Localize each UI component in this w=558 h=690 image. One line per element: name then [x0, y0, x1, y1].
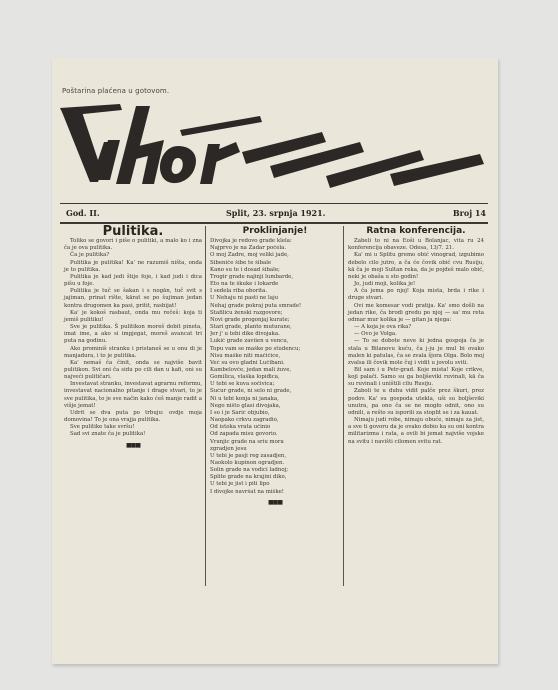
paragraph: Pulitika je tuč se šakan i s nogān, tuč svit s jajiman, prinat rište, kārat se po šujiman jedan kontra drugomen ka pasi, pritit, rasbijat!: [64, 288, 202, 309]
paragraph: — Ovo je Volga.: [354, 331, 397, 338]
poem-line: Vranjic grade na sriu mora: [210, 438, 284, 445]
article-pulitika: [64, 224, 202, 449]
poem-proklinjanje: [210, 228, 340, 506]
paragraph: Zaboli te u duhu vidit palče prez škuri, prez podov. Ka' su gospoda utekla, uši su boljševiki unutra, pa ono ča se ne mogło odnit, ono su odnili, a rešto su isporili za stoplit se i za kauat.: [348, 388, 484, 416]
poem-line: I so i je Sarić objubio,: [210, 409, 270, 416]
poem-line: Od istoka vrata učinio: [210, 424, 271, 431]
article-title: Pulitika.: [102, 224, 164, 239]
poem-line: Splite grade na krajini diko,: [210, 474, 287, 481]
postage-notice: Poštarina plaćena u gotovom.: [62, 87, 170, 95]
paragraph: A ča jema po njoj! Koja mista, brda i rike i druge stvari.: [348, 288, 484, 302]
issue-number: Broj 14: [452, 208, 486, 218]
paragraph: — A koja je ova rika?: [354, 324, 412, 331]
issue-info-row: [66, 208, 486, 222]
poem-line: Trogir grade najinji lumbarde,: [210, 273, 294, 280]
poem-line: Jer j' u tebi dike divojaka.: [210, 331, 280, 338]
poem-line: zgradjen jesu: [210, 445, 247, 452]
poem-line: Nehaj grade pokraj puta smrade!: [210, 302, 302, 309]
poem-line: Novi grade progonjaj kurate;: [210, 316, 290, 323]
year-label: God. II.: [66, 208, 100, 218]
poem-line: Sućur grade, ni selo ni grade,: [210, 388, 292, 395]
paragraph: Ako prominiš stranku i pristaneš se u onu di je manjadura, i to je pulitika.: [64, 345, 202, 359]
poem-line: I divojke navršat na miške!: [210, 488, 284, 495]
poem-title: Proklinjanje!: [242, 226, 308, 236]
paragraph: Ka' mi u Splitu gremo obić vinograd, izgubimo debelo cilo jutro, a ča će čovik obić cvu Rusiju, kā ča je moji Sultan reka, da je pojdeš malo obić, neki je obaša u sto godin!: [348, 252, 484, 280]
paragraph: Ka' nemaš ča činit, onda se najviše bavit pulitikon. Svi oni ča sidu po cili dan u kafi, oni su najveći pulitičari.: [64, 359, 202, 381]
poem-line: Eto na te škuke i lokarde: [210, 281, 279, 288]
poem-line: Kambelovče, jedan mali žuve,: [210, 366, 292, 373]
poem-line: Nego ništo glasi divojaka,: [210, 402, 281, 409]
poem-line: Lukić grade zaviien u vencu,: [210, 338, 289, 345]
poem-line: U Nehaju ni pasti ne laju: [210, 295, 279, 302]
poem-line: Ni u tebi konja ni janaka,: [210, 395, 279, 402]
poem-line: O moj Zadre, moj veliki jade,: [210, 252, 289, 259]
poem-line: U tebi se kuva sočivica;: [210, 381, 275, 388]
column-divider: [205, 226, 206, 586]
article-ratna-konferencija: [348, 228, 484, 446]
paragraph: Sve pulitike take svršu!: [70, 424, 135, 431]
end-ornament: ■■■: [125, 441, 140, 449]
poem-line: Nisu maške niti mačičice,: [210, 352, 281, 359]
article-body: [64, 238, 202, 438]
paragraph: Sve je pulitika. Š pulitikon moreš dobit pineta, imat ime, a ako si impjegat, moreš avancat tri puta na godinu.: [64, 324, 202, 345]
paragraph: Bil sam i u Petr-grad. Koje mista! Koje crikve, koji palači. Samo su ga boljševiki ruvinali, kā ča su ruvinali i uništili cilu Rusiju.: [348, 366, 484, 388]
article-title: Ratna konferencija.: [366, 226, 466, 236]
paragraph: Sad svi znate ča je pulitika!: [70, 431, 146, 438]
poem-line: Najprvo je na Zadar počela.: [210, 245, 287, 252]
date-label: Split, 23. srpnja 1921.: [226, 208, 326, 218]
poem-line: Od zapada misu govorio.: [210, 431, 278, 438]
newspaper-page: [52, 58, 498, 664]
poem-body: [210, 238, 340, 496]
paragraph: Ka' je kokoš rasbaut, onda mu rečeš: koja ti jemiš pulitiku!: [64, 309, 202, 323]
poem-line: U tebi je pasji reg zasadjen,: [210, 452, 287, 459]
paragraph: — To se dobote neve ki jedna gospoja ča je stala u Bilanovu kuću, ča j-ju je mul bi ovako malen ki patulas, ča se zvala šjora Olga. Bolo moj zvalsa ili čovik mole čuj i vidit u jovolu sviti.: [348, 338, 484, 366]
poem-line: Divojka je redovo grade klela:: [210, 238, 292, 245]
poem-line: Već su ovo gladni Lučibani.: [210, 359, 285, 366]
poem-line: Stafiliću ženski razgovore;: [210, 309, 283, 316]
poem-line: Solin grade na vodici ladnoj;: [210, 467, 289, 474]
paragraph: Toliko se govori i piše o pulitiki, a malo ko i zna ča je ova pulitika.: [64, 238, 202, 252]
column-divider: [343, 226, 344, 586]
poem-line: Kano su te i dosad šibale;: [210, 266, 280, 273]
poem-line: Naopako crkvu zagradio,: [210, 417, 279, 424]
masthead-logo: [60, 102, 490, 202]
paragraph: Ovi me komesar vodi pratija. Ka' smo došli na jedan rike, ča brodi gredu po njoj — sa' mu reta odmar mur kolika je — gitan ja njega:: [348, 302, 484, 323]
header-rule-top: [60, 203, 488, 204]
paragraph: Zabeli to ni na Eoši u Bolanjac, vita ru 24 konferencija obaveze. Odesa, 13/7. 21.: [348, 238, 484, 252]
poem-line: Stari grade, planto muturane,: [210, 324, 292, 331]
paragraph: Ča je pulitika?: [70, 252, 110, 259]
poem-line: Gomilica, vlaška lopiđica,: [210, 374, 280, 381]
paragraph: Investavat stranku, investavat agrarnu reformu, investavat nacionalno pitanje i drage stvari, to je sve pulitika, to je sve način kako ćeš manje radit a višje jemat!: [64, 381, 202, 409]
paragraph: Udrit se dva puta po trbuju: ovdje moja domovina! To je ona vrajja pulitika.: [64, 409, 202, 424]
poem-line: U tebi je jist i piti lipo: [210, 481, 270, 488]
end-ornament: ■■■: [267, 498, 282, 506]
paragraph: Nimaju judi robe, nimaju obuće, nimaju za jist, a sve ti govoru da je ovako dobio ka su oni kontra militarizma i rata, a ovili bi jemat najviše vojske na svitu i navišti cilomen svitu rat.: [348, 417, 484, 445]
paragraph: Jo, judi moji, kolika je!: [354, 281, 416, 288]
poem-line: Naokolo kupinon ogradjen.: [210, 460, 285, 466]
poem-line: Topu vam se maške po studencu;: [210, 345, 301, 352]
paragraph: Pulitika je pulitika! Ka' ne razumiš ništa, onda je to pulitika.: [64, 259, 202, 273]
poem-line: I sedela riba oborita.: [210, 288, 268, 295]
article-body: [348, 238, 484, 446]
paragraph: Pulitika je kad jedi štije foje, i kad judi i dica pišu u foje.: [64, 273, 202, 288]
poem-line: Šibeniče šibe te šibale: [210, 259, 272, 266]
